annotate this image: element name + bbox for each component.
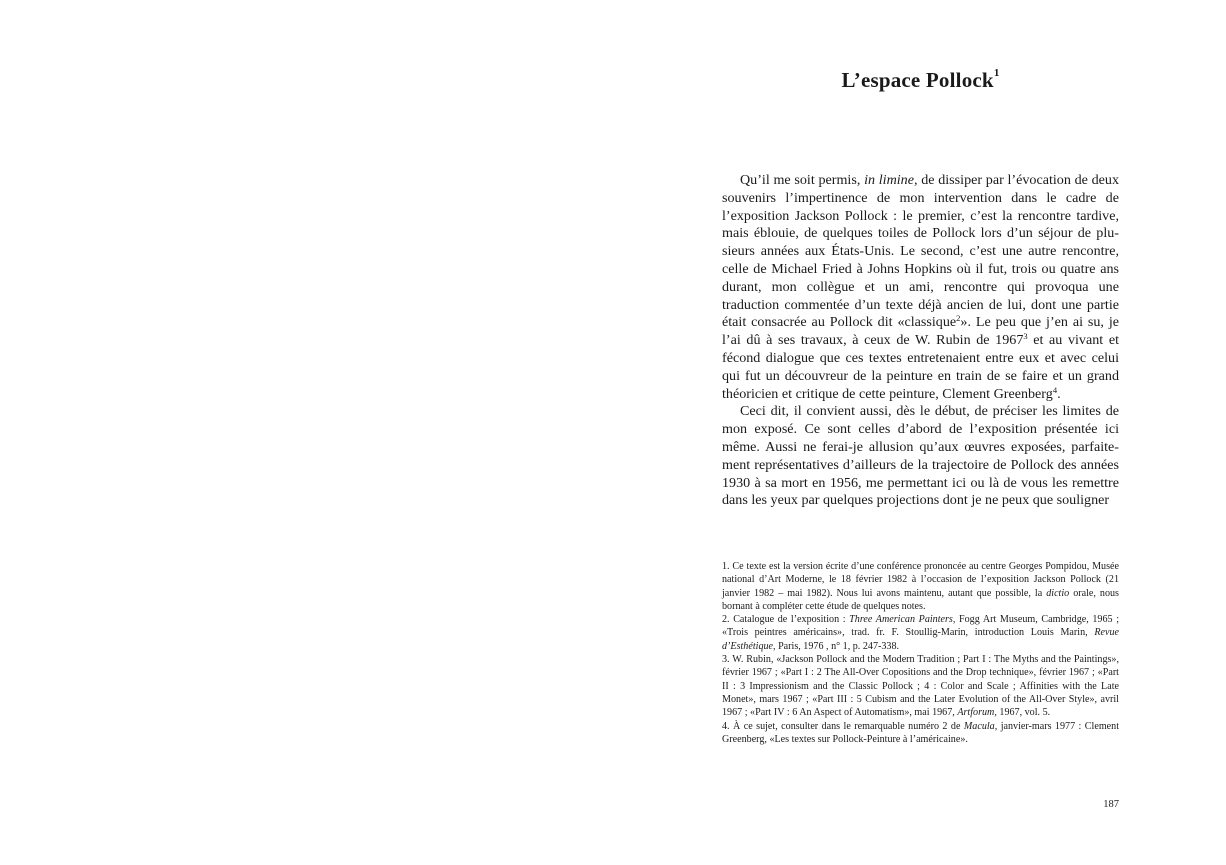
body-text: [722, 172, 1119, 510]
footnote-1: [722, 560, 1119, 613]
footnote-ref-1[interactable]: 1: [993, 67, 1000, 79]
paragraph-1-text-d: sieurs années aux États-Unis. Le second, c’est une autre rencontre, celle de Michael Fried à Johns Hopkins où il fut, trois ou quatre ans durant, mon collègue et un ami, rencontre qui provoqua une traduction commentée d’un texte déjà ancien de lui, dont une partie était consacrée au Pollock dit «classique: [722, 243, 1119, 331]
right-page: [722, 0, 1119, 865]
footnote-4-text-c: janvier-mars 1977 : Clement Greenberg, «Les textes sur Pollock-Peinture à l’américaine».: [722, 720, 1120, 745]
paragraph-1-text-a: Qu’il me soit permis,: [740, 172, 865, 188]
paragraph-2: [722, 403, 1119, 510]
footnote-3-text-c: 1967, vol. 5.: [996, 707, 1051, 719]
footnote-1-text-c: orale, nous bornant à compléter cette étude de quelques notes.: [722, 587, 1119, 612]
chapter-title: [722, 68, 1119, 93]
footnote-ref-2[interactable]: 2: [956, 313, 961, 324]
footnote-3: [722, 653, 1119, 719]
paragraph-1-italic-in-limine: in limine,: [864, 172, 918, 188]
footnote-2-text-c: Fogg Art Museum, Cambridge, 1965 ; «Trois peintres américains», trad. fr. F. Stoullig-Marin, introduction Louis Marin,: [722, 614, 1119, 639]
footnote-2-text-a: 2. Catalogue de l’exposition :: [722, 614, 850, 626]
footnote-3-italic-journal: Artforum,: [957, 707, 997, 719]
footnote-3-text-a: 3. W. Rubin, «Jackson Pollock and the Modern Tradition ; Part I : The Myths and the Paintings», février 1967 ; «Part I : 2 The All-Over Copositions and the Drop technique», février 1967 ; «Part II : 3 Impressionism and the Classic Pollock ; 4 : Color and Scale ; Affinities with the Late Monet», mars 1967 ; «Part III : 5 Cubism and the Later Evolution of the All-Over Style», avril 1967 ; «Part IV : 6 An Aspect of Automatism», mai 1967,: [722, 654, 1119, 719]
paragraph-1: [722, 172, 1119, 403]
footnote-2: [722, 613, 1119, 653]
page-number: 187: [1103, 799, 1119, 810]
footnote-4-text-a: 4. À ce sujet, consulter dans le remarquable numéro 2 de: [722, 720, 964, 732]
footnote-2-italic-journal: Revue d’Esthétique,: [722, 627, 1119, 652]
footnote-ref-3[interactable]: 3: [1023, 331, 1028, 342]
paragraph-2-text-b: ment représentatives d’ailleurs de la trajectoire de Pollock des années 1930 à sa mort en 1956, me permettant ici ou là de vous les remettre dans les yeux par quelques projections dont je ne peux que souligner: [722, 456, 1119, 509]
paragraph-1-text-c: de dissiper par l’évocation de deux souvenirs l’impertinence de mon intervention dans le cadre de l’exposition Jackson Pollock : le premier, c’est la rencontre tardive, mais éblouie, de quelques toiles de Pollock lors d’un séjour de plu-: [722, 172, 1119, 242]
footnote-4: [722, 720, 1119, 747]
paragraph-1-text-e: ». Le peu que j’en ai su, je l’ai dû à ses travaux, à ceux de W. Rubin de 1967: [722, 314, 1119, 349]
footnote-1-italic: dictio: [1046, 587, 1070, 599]
paragraph-2-text-a: Ceci dit, il convient aussi, dès le début, de préciser les limites de mon exposé. Ce sont celles d’abord de l’exposition présentée ici même. Aussi ne ferai-je allusion qu’aux œuvres exposées, parfaite-: [722, 403, 1119, 455]
paragraph-1-text-f: et au vivant et fécond dialogue que ces textes entretenaient entre eux et avec celui qui fut un découvreur de la peinture en train de se faire et un grand théoricien et critique de cette peinture, Clement Greenberg: [722, 332, 1119, 402]
footnote-2-text-e: Paris, 1976 , n° 1, p. 247-338.: [775, 640, 900, 652]
footnotes: [722, 560, 1119, 746]
paragraph-1-text-g: .: [1057, 385, 1061, 402]
footnote-4-italic-journal: Macula,: [963, 720, 998, 732]
chapter-title-text: L’espace Pollock: [841, 68, 994, 92]
footnote-1-text-a: 1. Ce texte est la version écrite d’une conférence prononcée au centre Georges Pompidou, Musée national d’Art Moderne, le 18 février 1982 à l’occasion de l’exposition Jackson Pollock (21 janvier 1982 – mai 1982). Nous lui avons maintenu, autant que possible, la: [722, 561, 1119, 599]
footnote-ref-4[interactable]: 4: [1052, 384, 1058, 395]
footnote-2-italic-title: Three American Painters,: [849, 614, 956, 626]
